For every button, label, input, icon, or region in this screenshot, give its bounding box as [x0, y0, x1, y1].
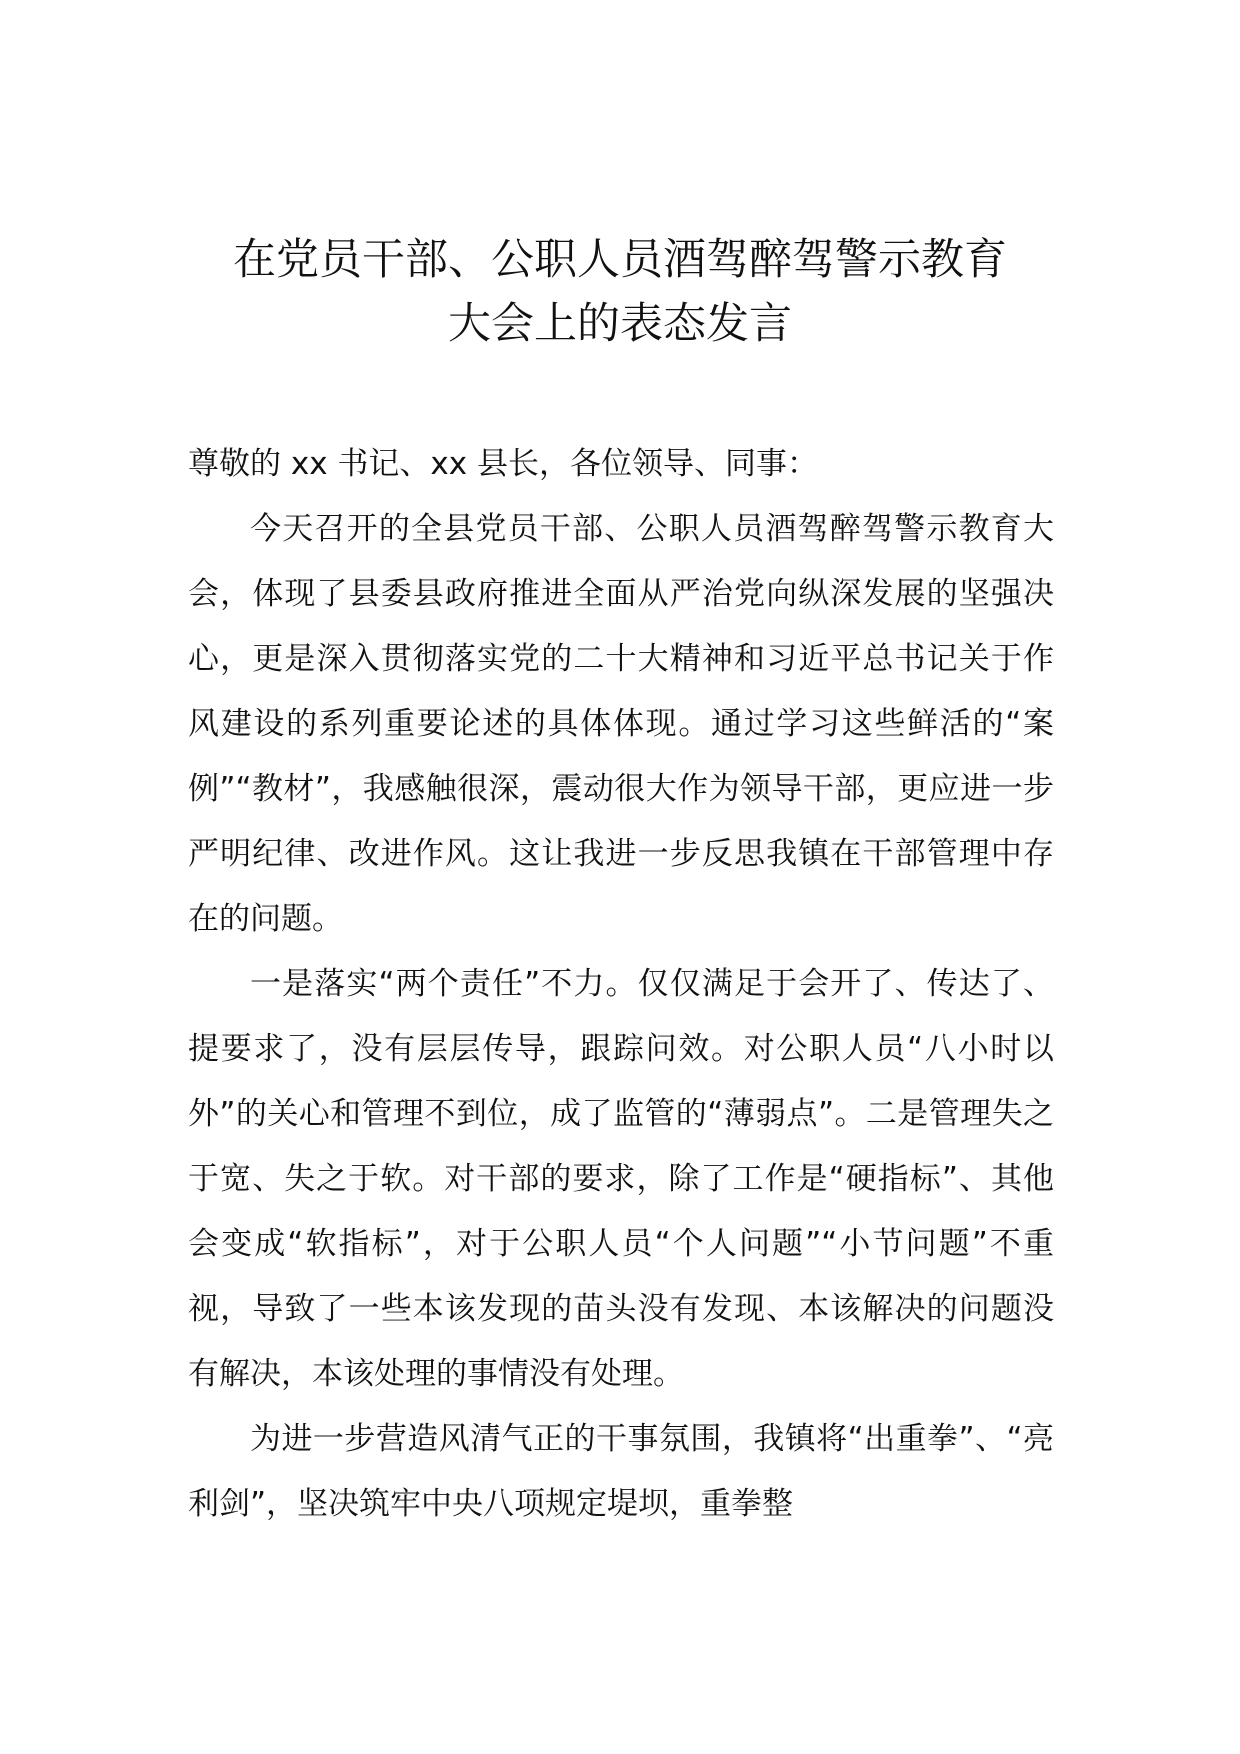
document-body [188, 432, 1054, 1537]
document-title [160, 228, 1080, 356]
paragraph-2: 一是落实“两个责任”不力。仅仅满足于会开了、传达了、提要求了，没有层层传导，跟踪问效。对公职人员“八小时以外”的关心和管理不到位，成了监管的“薄弱点”。二是管理失之于宽、失之于软。对干部的要求，除了工作是“硬指标”、其他会变成“软指标”，对于公职人员“个人问题”“小节问题”不重视，导致了一些本该发现的苗头没有发现、本该解决的问题没有解决，本该处理的事情没有处理。 [188, 966, 1054, 1392]
salutation: 尊敬的 xx 书记、xx 县长，各位领导、同事： [188, 446, 818, 482]
title-line-2: 大会上的表态发言 [448, 299, 792, 349]
paragraph-1: 今天召开的全县党员干部、公职人员酒驾醉驾警示教育大会，体现了县委县政府推进全面从严治党向纵深发展的坚强决心，更是深入贯彻落实党的二十大精神和习近平总书记关于作风建设的系列重要论述的具体体现。通过学习这些鲜活的“案例”“教材”，我感触很深，震动很大作为领导干部，更应进一步严明纪律、改进作风。这让我进一步反思我镇在干部管理中存在的问题。 [188, 511, 1054, 937]
paragraph-3: 为进一步营造风清气正的干事氛围，我镇将“出重拳”、“亮利剑”，坚决筑牢中央八项规定堤坝，重拳整 [188, 1421, 1054, 1522]
title-line-1: 在党员干部、公职人员酒驾醉驾警示教育 [233, 235, 1007, 285]
